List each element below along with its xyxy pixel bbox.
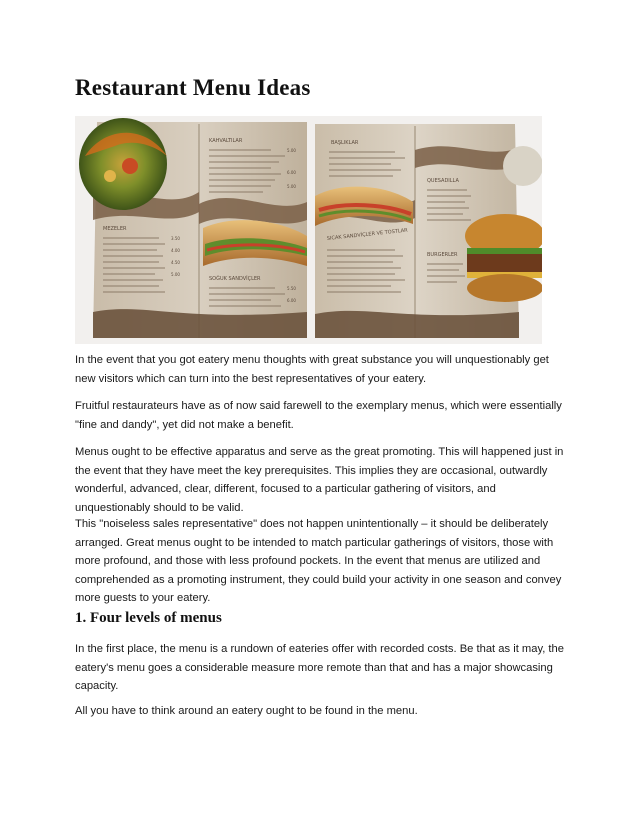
- menu-price: 5.50: [287, 286, 296, 291]
- menu-right-heading-side: QUESADILLA: [427, 178, 459, 184]
- menu-right-heading-side2: BURGERLER: [427, 252, 458, 258]
- menu-right-heading-mid: SICAK SANDVİÇLER VE TOSTLAR: [326, 227, 408, 242]
- menu-price: 5.00: [287, 184, 296, 189]
- menu-left-heading-bottom: SOĞUK SANDVİÇLER: [209, 276, 261, 282]
- menu-price: 5.00: [171, 272, 180, 277]
- menu-price: 5.00: [287, 148, 296, 153]
- menu-left-heading-side: MEZELER: [103, 226, 127, 232]
- paragraph-intro: In the event that you got eatery menu thoughts with great substance you will unquestionably get new visitors which can turn into the best representatives of your eatery.: [75, 354, 549, 385]
- menu-price: 6.00: [287, 298, 296, 303]
- menu-photo: [75, 116, 542, 344]
- menu-left-heading-top: KAHVALTILAR: [209, 138, 243, 144]
- paragraph-sales-representative: This "noiseless sales representative" does not happen unintentionally – it should be deliberately arranged. Great menus ought to be intended to match particular gatherings of visitors, those with more profound, and those with less profound pockets. In the event that menus are utilized and comprehended as a promoting instrument, they could build your activity in one season and convey more guests to your eatery.: [75, 518, 562, 604]
- section-heading: 1. Four levels of menus: [75, 610, 222, 626]
- menu-price: 4.50: [171, 260, 180, 265]
- menu-price: 6.00: [287, 170, 296, 175]
- menu-price: 3.50: [171, 236, 180, 241]
- menu-photo-graphic: [75, 116, 542, 344]
- paragraph-think-around: All you have to think around an eatery ought to be found in the menu.: [75, 705, 418, 717]
- paragraph-restaurateurs: Fruitful restaurateurs have as of now said farewell to the exemplary menus, which were essentially "fine and dandy", yet did not make a benefit.: [75, 400, 562, 431]
- menu-price: 4.00: [171, 248, 180, 253]
- paragraph-first-place: In the first place, the menu is a rundown of eateries offer with recorded costs. Be that as it may, the eatery's menu goes a considerable measure more remote than that and has a major showcasing capacity.: [75, 643, 564, 692]
- menu-right-heading-top: BAŞLIKLAR: [331, 140, 359, 146]
- paragraph-menus: Menus ought to be effective apparatus and serve as the great promoting. This will happened just in the event that they have meet the key prerequisites. This implies they are occasional, outwardly wonderful, advanced, clear, different, focused to a particular gathering of visitors, and unquestionably should to be valid.: [75, 446, 564, 514]
- page-title: Restaurant Menu Ideas: [75, 75, 311, 100]
